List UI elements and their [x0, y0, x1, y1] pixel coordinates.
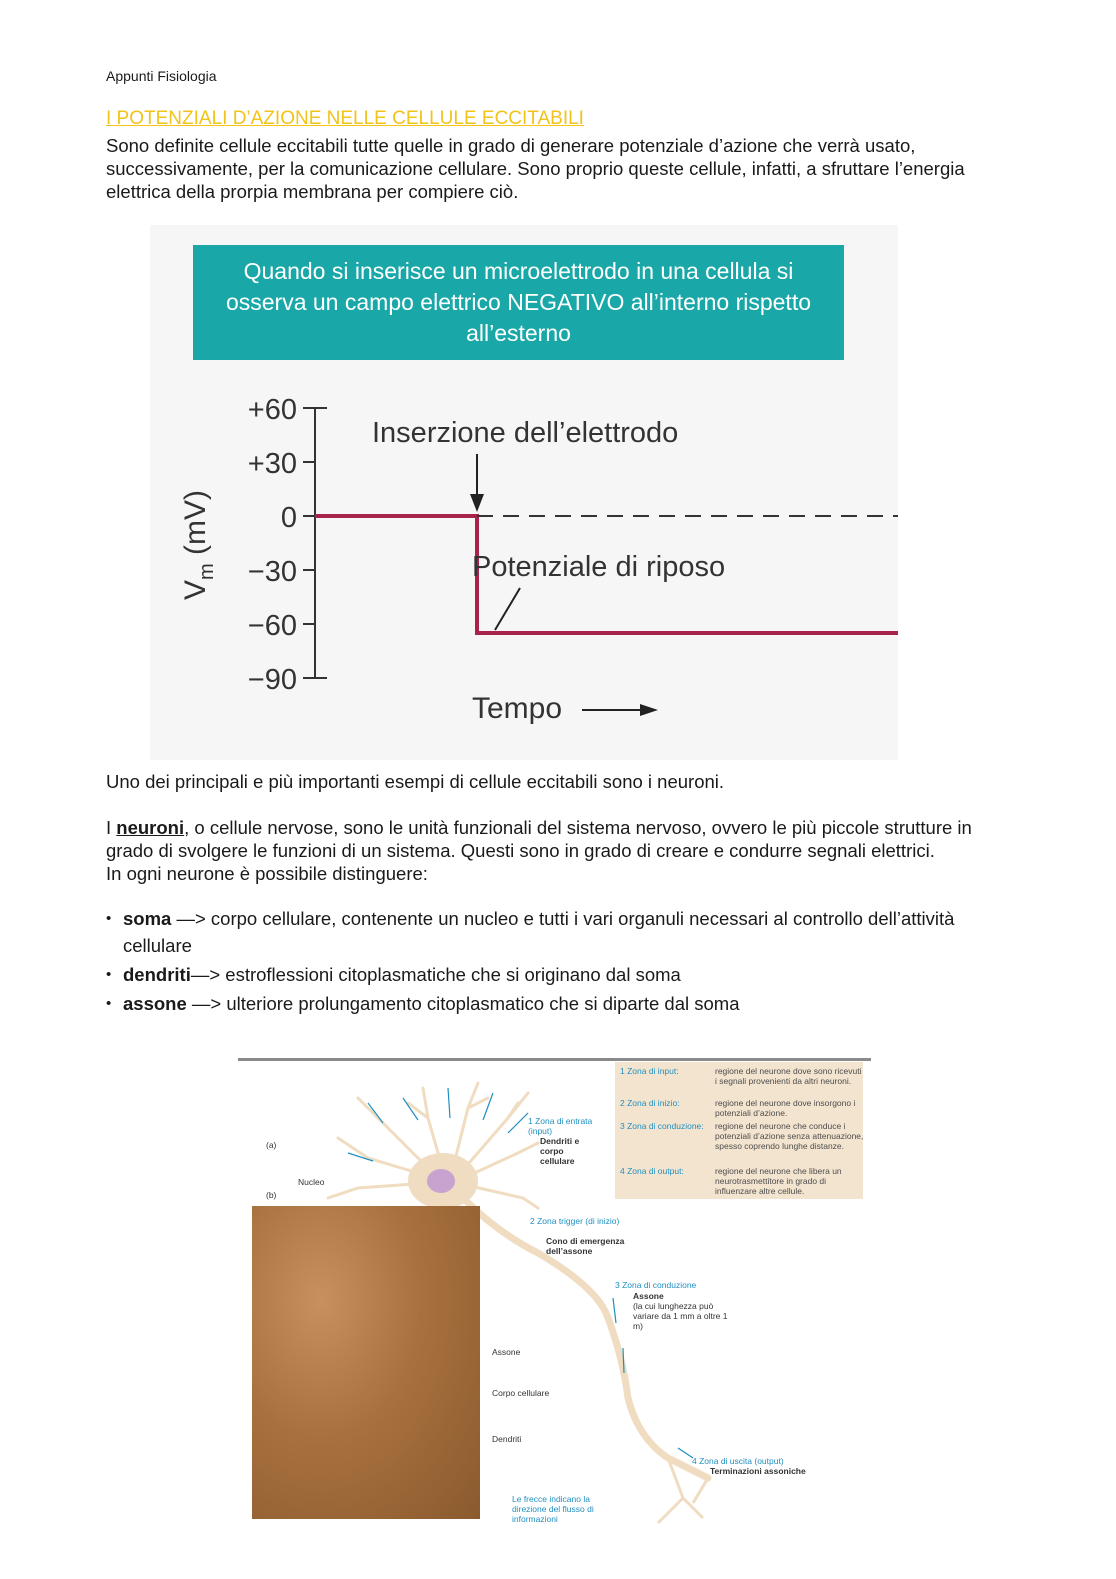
- label-nucleo: Nucleo: [298, 1177, 325, 1187]
- section-title: I POTENZIALI D’AZIONE NELLE CELLULE ECCITABILI: [106, 108, 584, 129]
- x-axis-label: Tempo: [472, 692, 563, 725]
- figure-banner: [193, 245, 844, 360]
- zone-desc: regione del neurone dove sono ricevuti i segnali provenienti da altri neuroni.: [715, 1066, 862, 1086]
- label-input-detail: Dendriti e corpo cellulare: [540, 1136, 580, 1166]
- page-header: Appunti Fisiologia: [106, 68, 217, 84]
- neuron-example-paragraph: Uno dei principali e più importanti esempi di cellule eccitabili sono i neuroni.: [106, 771, 725, 792]
- label-output-zone: 4 Zona di uscita (output): [692, 1456, 784, 1466]
- label-corpo: Corpo cellulare: [492, 1388, 550, 1398]
- intro-paragraph: Sono definite cellule eccitabili tutte quelle in grado di generare potenziale d’azione che verrà usato, successivamente, per la comunicazione cellulare. Sono proprio queste cellule, infatti, a sfruttare l’energia elettrica della prorpia membrana per compiere ciò.: [106, 135, 965, 202]
- y-ticks: [248, 394, 315, 696]
- y-tick-label: +30: [247, 448, 297, 480]
- label-arrows-note: Le frecce indicano la direzione del flusso di informazioni: [512, 1494, 594, 1524]
- definition-text: , o cellule nervose, sono le unità funzionali del sistema nervoso, ovvero le più piccole strutture in grado di svolgere le funzioni di un sistema. Questi sono in grado di creare e condurre segnali elettrici.: [106, 817, 972, 861]
- zone-desc: regione del neurone che libera un neurotrasmettitore in grado di influenzare altre cellule.: [715, 1166, 842, 1196]
- term-soma: soma: [123, 908, 172, 929]
- item-text: —> corpo cellulare, contenente un nucleo e tutti i vari organuli necessari al controllo dell’attività cellulare: [123, 908, 955, 956]
- label-output-detail: Terminazioni assoniche: [710, 1466, 806, 1476]
- y-tick-label: −90: [247, 664, 297, 696]
- neuron-parts-list: [106, 905, 986, 1019]
- insertion-arrow-head: [470, 494, 484, 512]
- label-b: (b): [266, 1190, 277, 1200]
- list-item: [106, 961, 986, 988]
- distinguish-line: In ogni neurone è possibile distinguere:: [106, 863, 428, 884]
- label-conduction-detail: (la cui lunghezza può variare da 1 mm a oltre 1 m): [633, 1301, 728, 1331]
- zone-name: 3 Zona di conduzione:: [620, 1121, 704, 1131]
- y-tick-label: +60: [247, 394, 297, 426]
- membrane-potential-chart: [150, 360, 898, 760]
- definition-prefix: I: [106, 817, 117, 838]
- label-dendriti: Dendriti: [492, 1434, 522, 1444]
- zone-name: 2 Zona di inizio:: [620, 1098, 680, 1108]
- insertion-annotation: Inserzione dell’elettrodo: [372, 417, 679, 449]
- y-axis-label: $V_m$ (mV): [179, 489, 218, 601]
- label-trigger-zone: 2 Zona trigger (di inizio): [530, 1216, 620, 1226]
- label-input-zone: 1 Zona di entrata (input): [528, 1116, 593, 1136]
- y-tick-label: −60: [247, 610, 297, 642]
- y-axis: [315, 408, 327, 678]
- zone-name: 4 Zona di output:: [620, 1166, 684, 1176]
- neuroni-keyword: neuroni: [116, 817, 185, 838]
- figure-top-rule: [238, 1058, 871, 1061]
- label-conduction-zone: 3 Zona di conduzione: [615, 1280, 697, 1290]
- item-text: —> estroflessioni citoplasmatiche che si originano dal soma: [190, 964, 681, 985]
- label-a: (a): [266, 1140, 277, 1150]
- item-text: —> ulteriore prolungamento citoplasmatico che si diparte dal soma: [186, 993, 740, 1014]
- zone-desc: regione del neurone che conduce i potenziali d’azione senza attenuazione, spesso coprendo lunghe distanze.: [715, 1121, 864, 1151]
- zone-desc: regione del neurone dove insorgono i potenziali d’azione.: [715, 1098, 856, 1118]
- neuron-definition-paragraph: [106, 816, 986, 885]
- label-assone: Assone: [492, 1347, 521, 1357]
- label-conduction-title: Assone: [633, 1291, 664, 1301]
- list-item: [106, 990, 986, 1017]
- nucleus: [427, 1169, 455, 1193]
- label-trigger-detail: Cono di emergenza dell’assone: [546, 1236, 625, 1256]
- resting-annotation: Potenziale di riposo: [472, 551, 726, 583]
- banner-text: Quando si inserisce un microelettrodo in una cellula si osserva un campo elettrico NEGATIVO all’interno rispetto all’esterno: [225, 258, 812, 346]
- zone-name: 1 Zona di input:: [620, 1066, 679, 1076]
- term-assone: assone: [123, 993, 187, 1014]
- resting-pointer: [495, 588, 520, 630]
- term-dendriti: dendriti: [123, 964, 191, 985]
- y-tick-label: 0: [280, 502, 297, 534]
- y-tick-label: −30: [247, 556, 297, 588]
- x-axis-arrow-head: [640, 704, 658, 716]
- micrograph-image: [252, 1206, 480, 1519]
- list-item: [106, 905, 986, 959]
